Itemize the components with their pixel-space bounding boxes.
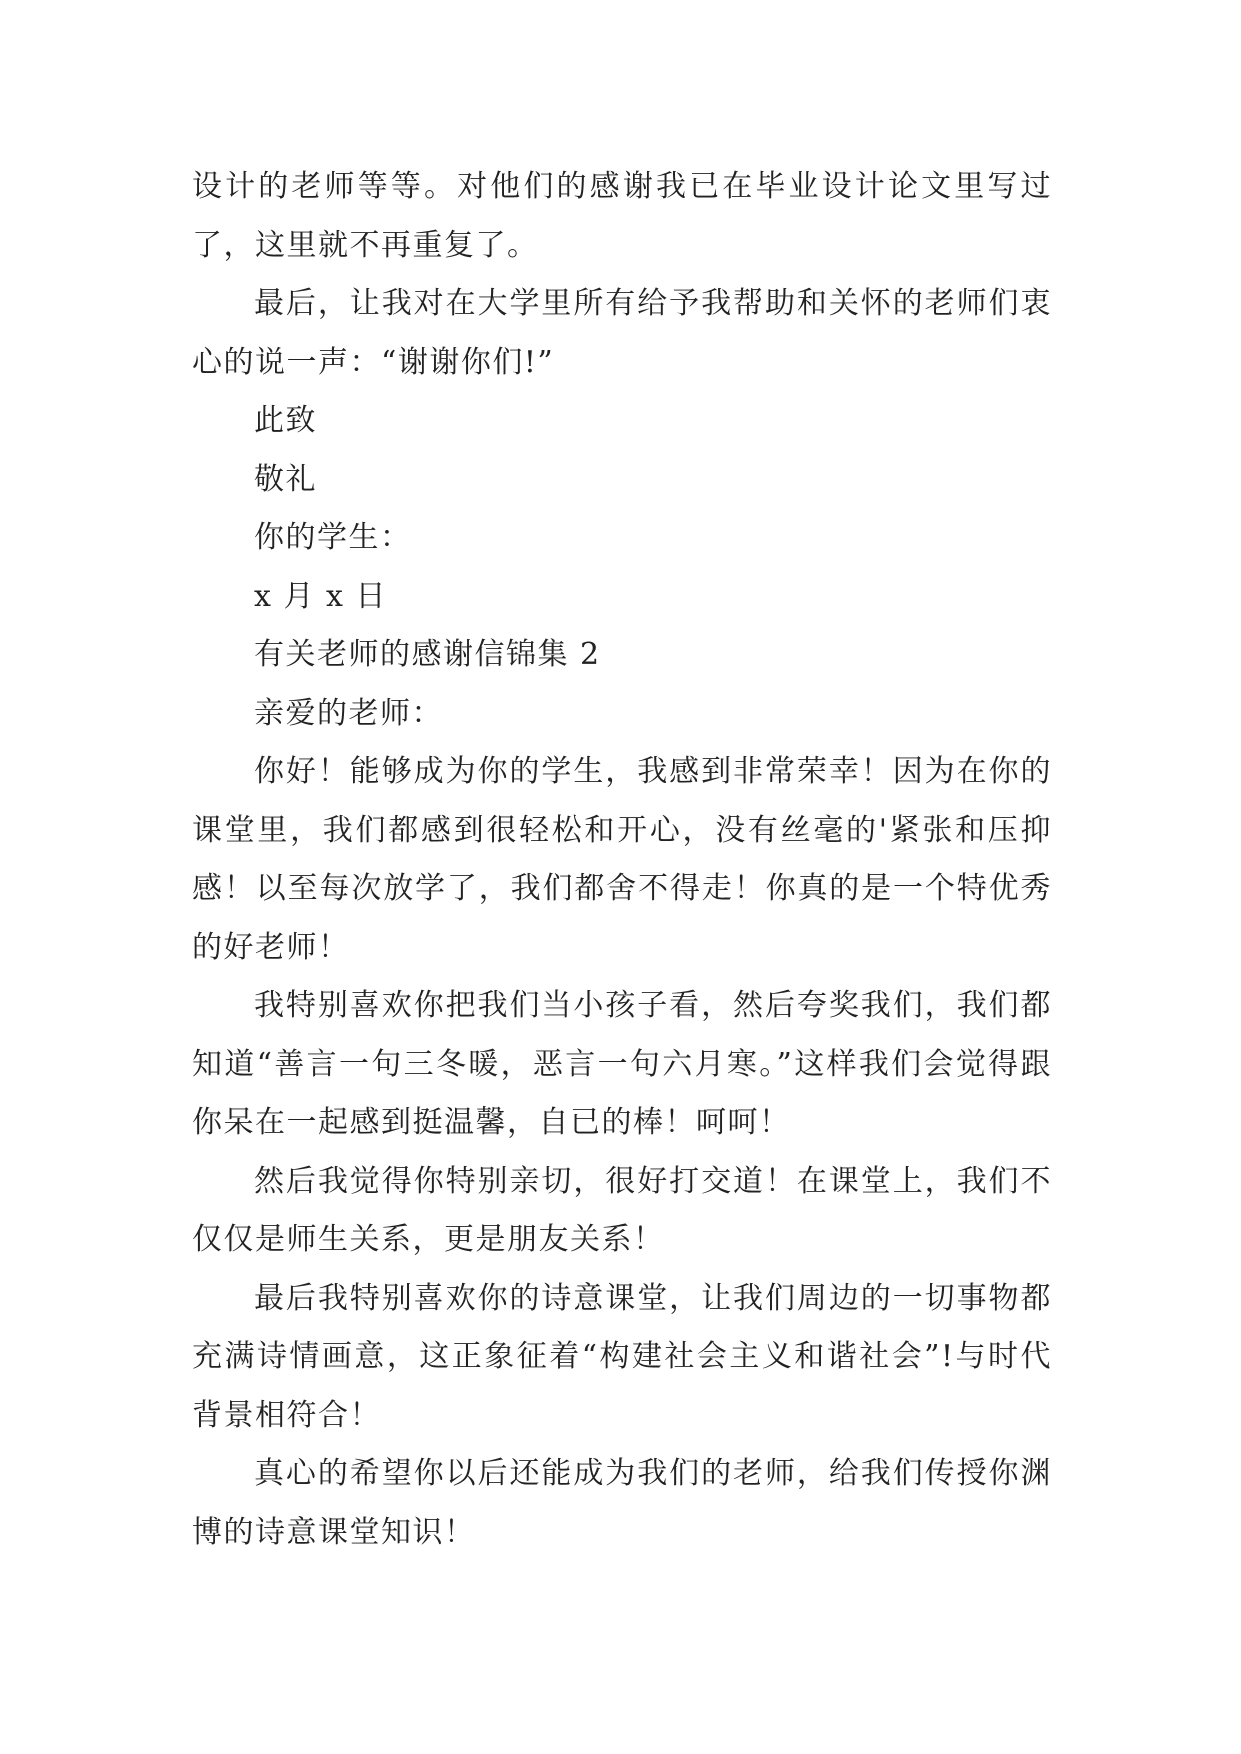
closing-regards: 敬礼 [254, 461, 317, 497]
section-title: 有关老师的感谢信锦集 2 [254, 637, 601, 672]
paragraph: 我特别喜欢你把我们当小孩子看，然后夸奖我们，我们都知道“善言一句三冬暖，恶言一句六月寒。”这样我们会觉得跟你呆在一起感到挺温馨，自已的棒！呵呵！ [192, 988, 1052, 1140]
date-line: x 月 x 日 [254, 578, 387, 614]
signature-line: 你的学生： [254, 520, 412, 555]
paragraph: 然后我觉得你特别亲切，很好打交道！在课堂上，我们不仅仅是师生关系，更是朋友关系！ [192, 1163, 1052, 1257]
paragraph: 最后，让我对在大学里所有给予我帮助和关怀的老师们衷心的说一声：“谢谢你们!” [192, 286, 1052, 380]
paragraph: 你好！能够成为你的学生，我感到非常荣幸！因为在你的课堂里，我们都感到很轻松和开心，没有丝毫的'紧张和压抑感！以至每次放学了，我们都舍不得走！你真的是一个特优秀的好老师！ [192, 754, 1052, 965]
paragraph: 设计的老师等等。对他们的感谢我已在毕业设计论文里写过了，这里就不再重复了。 [192, 169, 1052, 263]
greeting: 亲爱的老师： [254, 695, 443, 731]
closing-salutation: 此致 [254, 403, 317, 438]
paragraph: 最后我特别喜欢你的诗意课堂，让我们周边的一切事物都充满诗情画意，这正象征着“构建社会主义和谐社会”!与时代背景相符合！ [192, 1280, 1052, 1433]
letter-body [192, 158, 1052, 1562]
paragraph: 真心的希望你以后还能成为我们的老师，给我们传授你渊博的诗意课堂知识！ [192, 1456, 1052, 1550]
